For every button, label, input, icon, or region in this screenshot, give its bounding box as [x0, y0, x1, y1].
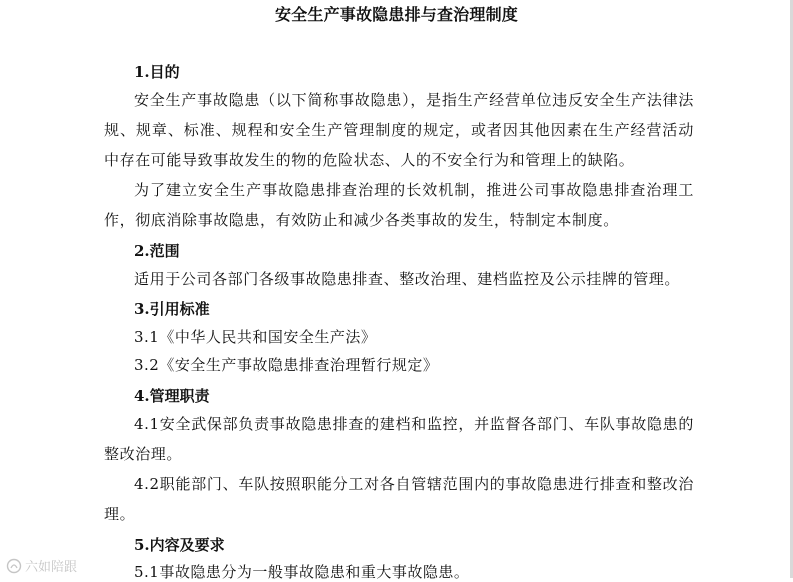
section-heading-content-requirements: 5.内容及要求	[134, 536, 225, 554]
watermark-logo-icon	[6, 558, 22, 574]
section-heading-scope: 2.范围	[134, 242, 180, 260]
paragraph-responsibility-safety-dept: 4.1安全武保部负责事故隐患排查的建档和监控，并监督各部门、车队事故隐患的整改治理。	[104, 415, 694, 463]
watermark-text: 六如陪跟	[25, 560, 78, 575]
content-item-hazard-classification: 5.1事故隐患分为一般事故隐患和重大事故隐患。	[134, 563, 470, 581]
watermark	[6, 556, 77, 575]
section-heading-responsibilities: 4.管理职责	[134, 387, 210, 405]
paragraph-purpose-goal: 为了建立安全生产事故隐患排查治理的长效机制，推进公司事故隐患排查治理工作，彻底消除事故隐患，有效防止和减少各类事故的发生，特制定本制度。	[104, 181, 694, 229]
section-heading-purpose: 1.目的	[134, 63, 180, 81]
document-title: 安全生产事故隐患排与查治理制度	[274, 5, 518, 24]
paragraph-purpose-definition: 安全生产事故隐患（以下简称事故隐患），是指生产经营单位违反安全生产法律法规、规章、标准、规程和安全生产管理制度的规定，或者因其他因素在生产经营活动中存在可能导致事故发生的物的危险状态、人的不安全行为和管理上的缺陷。	[104, 91, 694, 169]
paragraph-responsibility-functional-depts: 4.2职能部门、车队按照职能分工对各自管辖范围内的事故隐患进行排查和整改治理。	[104, 475, 694, 523]
reference-item-safety-law: 3.1《中华人民共和国安全生产法》	[134, 328, 377, 346]
section-heading-references: 3.引用标准	[134, 300, 210, 318]
paragraph-scope: 适用于公司各部门各级事故隐患排查、整改治理、建档监控及公示挂牌的管理。	[134, 270, 681, 288]
reference-item-hazard-regulation: 3.2《安全生产事故隐患排查治理暂行规定》	[134, 356, 439, 374]
